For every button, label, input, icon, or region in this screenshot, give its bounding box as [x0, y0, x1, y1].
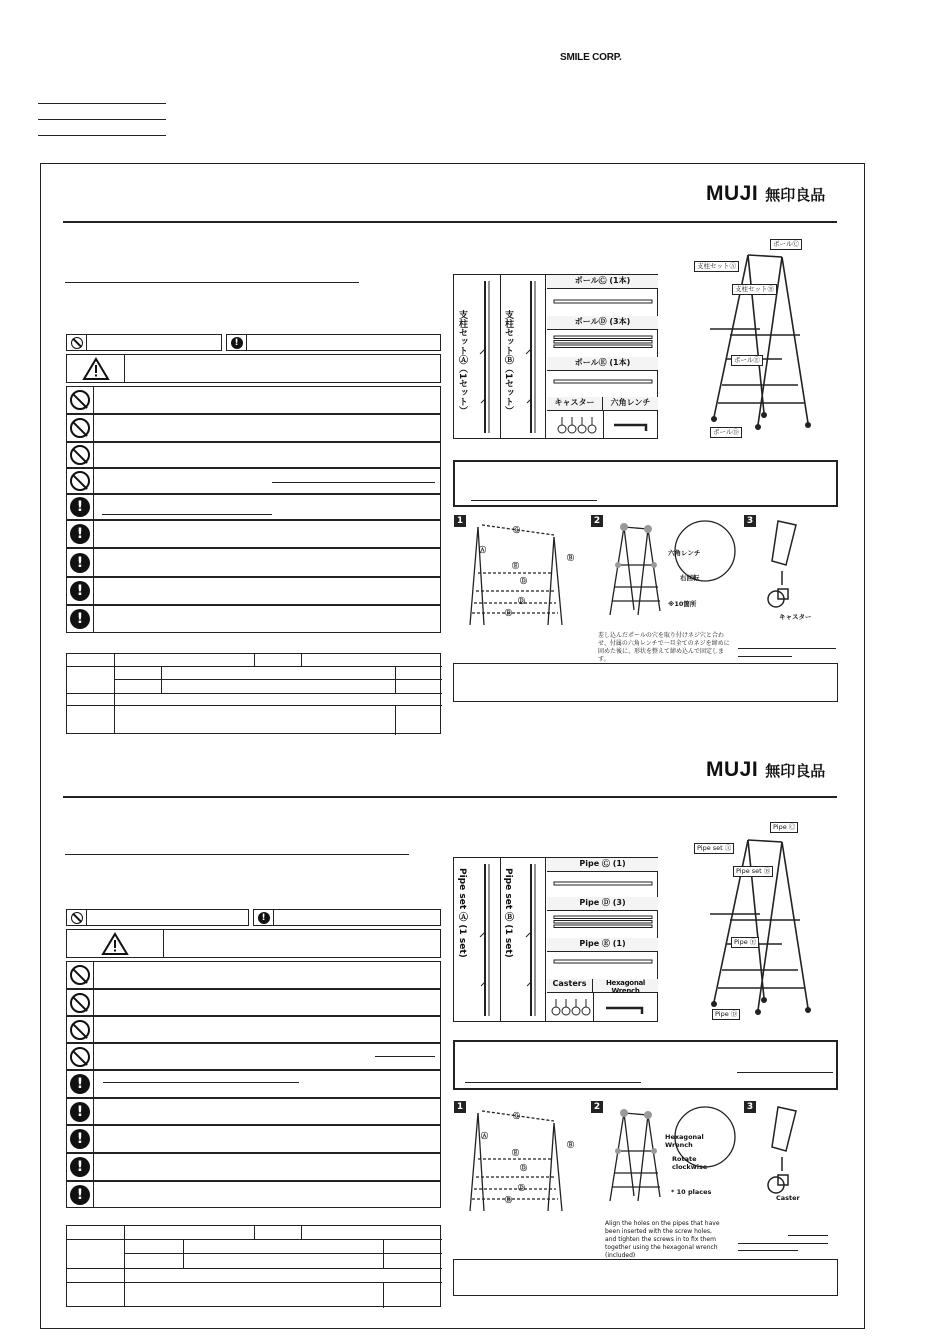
- step-3-number-en: 3: [744, 1101, 756, 1113]
- step-3-number: 3: [744, 515, 756, 527]
- diagram-pole-c-callout: ポールⒸ: [770, 239, 802, 250]
- muji-logo-en-text: MUJI: [706, 182, 759, 205]
- parts-table-jp: [453, 274, 658, 439]
- warning-row-7-en: [66, 1125, 441, 1153]
- wrench-drawing: [612, 421, 652, 433]
- pipe-c-drawing: [554, 881, 652, 887]
- header-blank-line-2: [38, 119, 166, 120]
- diagram-pipe-set-a-callout: Pipe set Ⓐ: [694, 843, 734, 854]
- pole-e-drawing: [554, 379, 652, 385]
- step1-en-label-a: Ⓐ: [481, 1132, 488, 1140]
- step-1-number: 1: [454, 515, 466, 527]
- prohibition-icon: [71, 337, 83, 349]
- step1-label-a: Ⓐ: [479, 546, 486, 554]
- diagram-pipe-d-callout: Pipe Ⓓ: [712, 1009, 740, 1020]
- pole-c-drawing: [554, 299, 652, 305]
- step-2-drawing-en: [598, 1101, 738, 1201]
- spec-table-jp: [66, 653, 441, 734]
- casters-drawing: [551, 998, 591, 1018]
- warning-row-9-jp: [66, 605, 441, 633]
- warning-row-3-jp: [66, 442, 441, 468]
- title-underline-jp: [65, 282, 359, 283]
- legend-prohibited-en: [66, 909, 249, 926]
- casters-label: Casters: [547, 979, 593, 993]
- step1-label-b: Ⓑ: [567, 554, 574, 562]
- parts-table-en: [453, 857, 658, 1022]
- mandatory-icon: !: [70, 1157, 90, 1177]
- prohibition-icon: [70, 445, 90, 465]
- diagram-pole-e-callout: ポールⒺ: [731, 355, 763, 366]
- hex-wrench-drawing: [604, 1004, 648, 1016]
- warning-row-1-jp: [66, 386, 441, 414]
- company-logo: SMILE CORP.: [560, 52, 622, 63]
- diagram-pipe-c-callout: Pipe Ⓒ: [770, 822, 798, 833]
- step1-label-e: Ⓔ: [512, 562, 519, 570]
- step2-note-jp: 差し込んだポールの穴を取り付けネジ穴と合わせ、付属の六角レンチで一旦全てのネジを締めに固めた後に、形状を整えて締め込んで固定します。: [598, 632, 730, 663]
- assembly-notice-en: [453, 1040, 838, 1090]
- mandatory-icon: !: [70, 581, 90, 601]
- warning-row-4-en: [66, 1043, 441, 1070]
- step2-en-clockwise-label: Rotate clockwise: [672, 1155, 708, 1171]
- warning-row-6-en: [66, 1098, 441, 1125]
- diagram-pillar-a-callout: 支柱セットⒶ: [694, 261, 739, 272]
- step-3-drawing-en: [756, 1101, 806, 1196]
- step1-en-label-b: Ⓑ: [567, 1141, 574, 1149]
- pipe-e-drawing: [554, 959, 652, 965]
- mandatory-icon: !: [70, 609, 90, 629]
- pipe-set-b-label: Pipe set Ⓑ (1 set): [503, 868, 513, 958]
- title-underline-en: [65, 854, 409, 855]
- caster-drawing: [557, 416, 597, 436]
- warning-row-6-jp: [66, 520, 441, 548]
- prohibition-icon: [70, 1020, 90, 1040]
- diagram-pole-d-callout: ポールⒹ: [710, 427, 742, 438]
- mandatory-icon: !: [70, 524, 90, 544]
- warning-row-2-en: [66, 989, 441, 1016]
- diagram-pillar-b-callout: 支柱セットⒷ: [732, 284, 777, 295]
- assembly-notice-jp: [453, 460, 838, 507]
- warning-row-1-en: [66, 961, 441, 989]
- mandatory-icon: !: [70, 1074, 90, 1094]
- pipe-d-drawing: [554, 915, 652, 929]
- pole-d-label: ポールⒹ (3本): [547, 316, 658, 330]
- pillar-set-a-label: 支柱セットⒶ（1セット）: [457, 310, 467, 416]
- section-rule-en: [63, 796, 837, 798]
- step-1-number-en: 1: [454, 1101, 466, 1113]
- prohibition-icon: [70, 390, 90, 410]
- step1-label-d1: Ⓓ: [520, 577, 527, 585]
- mandatory-icon: !: [70, 1129, 90, 1149]
- caution-note-box-jp: [453, 663, 838, 702]
- diagram-pipe-e-callout: Pipe Ⓔ: [731, 937, 759, 948]
- warning-row-7-jp: [66, 548, 441, 577]
- legend-prohibited-jp: [66, 334, 222, 351]
- legend-mandatory-jp: [226, 334, 441, 351]
- header-blank-line-3: [38, 135, 166, 136]
- legend-mandatory-en: [253, 909, 441, 926]
- step1-en-label-d1: Ⓓ: [520, 1164, 527, 1172]
- warning-row-4-jp: [66, 468, 441, 494]
- spec-table-en: [66, 1225, 441, 1307]
- warning-row-8-jp: [66, 577, 441, 605]
- section-rule-jp: [63, 221, 837, 223]
- hex-wrench-label: Hexagonal Wrench: [593, 979, 658, 993]
- warning-row-3-en: [66, 1016, 441, 1043]
- mandatory-icon: !: [70, 1185, 90, 1205]
- pipe-d-label: Pipe Ⓓ (3): [547, 897, 658, 911]
- pole-e-label: ポールⒺ (1本): [547, 357, 658, 371]
- step-2-number: 2: [591, 515, 603, 527]
- step2-wrench-label: 六角レンチ: [668, 549, 701, 557]
- pipe-c-label: Pipe Ⓒ (1): [547, 858, 658, 872]
- mandatory-icon: !: [231, 337, 243, 349]
- step2-places-label: ※10箇所: [668, 600, 697, 608]
- pipe-e-label: Pipe Ⓔ (1): [547, 938, 658, 952]
- prohibition-icon: [70, 993, 90, 1013]
- warning-row-5-jp: [66, 494, 441, 520]
- mandatory-icon: !: [70, 497, 90, 517]
- muji-logo-en-text-2: MUJI: [706, 758, 759, 781]
- pillar-set-a-drawing: [478, 279, 496, 437]
- warning-row-9-en: [66, 1181, 441, 1208]
- step2-note-en: Align the holes on the pipes that have been inserted with the screw holes, and tighten the screws in to fix them together using the hexagonal wrench (included): [605, 1220, 720, 1259]
- step2-clockwise-label: 右回転: [680, 574, 700, 582]
- step1-label-d2: Ⓓ: [518, 597, 525, 605]
- mandatory-icon: !: [70, 1102, 90, 1122]
- diagram-pipe-set-b-callout: Pipe set Ⓑ: [733, 866, 773, 877]
- warning-triangle-icon: [102, 933, 128, 955]
- step2-en-wrench-label: Hexagonal Wrench: [665, 1133, 704, 1149]
- warning-row-2-jp: [66, 414, 441, 442]
- mandatory-icon: !: [258, 912, 270, 924]
- pipe-set-b-drawing: [524, 862, 542, 1020]
- prohibition-icon: [70, 418, 90, 438]
- step1-en-label-d2: Ⓓ: [518, 1184, 525, 1192]
- step3-en-caster-label: Caster: [776, 1194, 800, 1202]
- caution-note-box-en: [453, 1259, 838, 1296]
- muji-logo-en: [706, 758, 825, 782]
- step-3-drawing-jp: [756, 515, 806, 610]
- prohibition-icon: [71, 912, 83, 924]
- mandatory-icon: !: [70, 553, 90, 573]
- muji-logo-jp-text-2: 無印良品: [765, 761, 826, 780]
- header-blank-line-1: [38, 103, 166, 104]
- warning-row-8-en: [66, 1153, 441, 1181]
- step1-label-c: Ⓒ: [513, 526, 520, 534]
- pole-d-drawing: [554, 335, 652, 349]
- muji-logo-jp-text: 無印良品: [765, 185, 826, 204]
- warning-header-jp: [66, 354, 441, 383]
- warning-header-en: [66, 929, 441, 958]
- step1-en-label-d3: Ⓓ: [505, 1196, 512, 1204]
- step3-caster-label: キャスター: [779, 613, 812, 621]
- prohibition-icon: [70, 965, 90, 985]
- pillar-set-b-drawing: [524, 279, 542, 437]
- wrench-label: 六角レンチ: [603, 397, 658, 411]
- warning-triangle-icon: [83, 358, 109, 380]
- step1-en-label-c: Ⓒ: [513, 1112, 520, 1120]
- pipe-set-a-drawing: [478, 862, 496, 1020]
- warning-row-5-en: [66, 1070, 441, 1098]
- step1-label-d3: Ⓓ: [505, 609, 512, 617]
- pillar-set-b-label: 支柱セットⒷ（1セット）: [503, 310, 513, 416]
- step1-en-label-e: Ⓔ: [512, 1149, 519, 1157]
- step2-en-places-label: * 10 places: [671, 1188, 712, 1196]
- pole-c-label: ポールⒸ (1本): [547, 275, 658, 289]
- muji-logo-jp: [706, 182, 825, 206]
- prohibition-icon: [70, 471, 90, 491]
- caster-label: キャスター: [547, 397, 603, 411]
- step-2-number-en: 2: [591, 1101, 603, 1113]
- pipe-set-a-label: Pipe set Ⓐ (1 set): [457, 868, 467, 958]
- prohibition-icon: [70, 1047, 90, 1067]
